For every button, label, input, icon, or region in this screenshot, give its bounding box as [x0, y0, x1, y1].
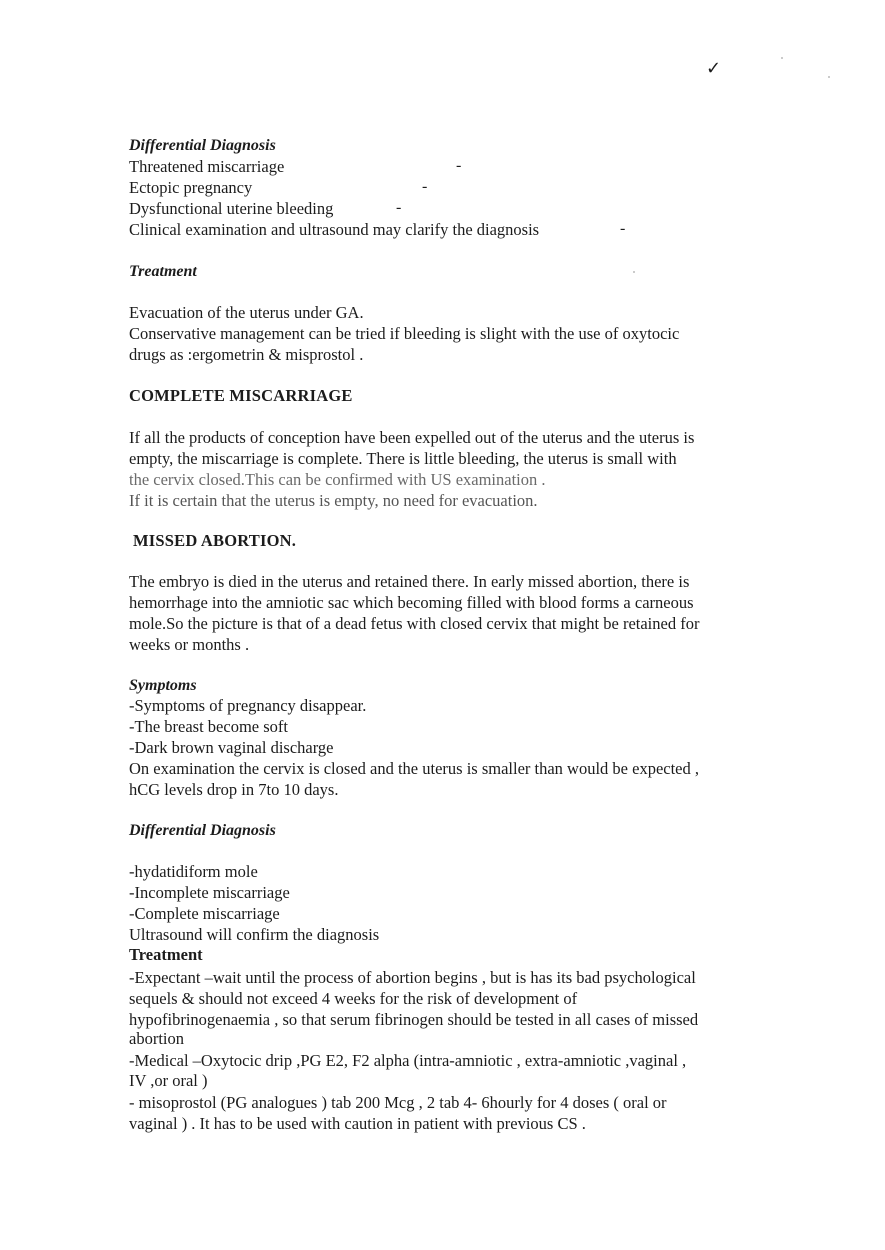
ddx1-item: Ectopic pregnancy — [129, 178, 253, 197]
complete-line: If it is certain that the uterus is empty, no need for evacuation. — [129, 491, 538, 510]
scan-speck — [781, 57, 783, 59]
treatment2-line: abortion — [129, 1029, 184, 1048]
scan-speck — [828, 76, 830, 78]
ddx1-item: Clinical examination and ultrasound may clarify the diagnosis — [129, 220, 540, 239]
treatment2-line: sequels & should not exceed 4 weeks for the risk of development of — [129, 989, 578, 1008]
ddx2-heading: Differential Diagnosis — [129, 822, 276, 839]
symptoms-line: -The breast become soft — [129, 717, 288, 736]
treatment1-line: Conservative management can be tried if bleeding is slight with the use of oxytocic — [129, 324, 680, 343]
treatment1-line: drugs as :ergometrin & misprostol . — [129, 345, 364, 364]
treatment2-line: -Medical –Oxytocic drip ,PG E2, F2 alpha (intra-amniotic , extra-amniotic ,vaginal , — [129, 1051, 687, 1070]
missed-line: weeks or months . — [129, 635, 250, 654]
treatment2-line: -Expectant –wait until the process of abortion begins , but is has its bad psychological — [129, 968, 696, 987]
symptoms-line: hCG levels drop in 7to 10 days. — [129, 780, 339, 799]
symptoms-heading: Symptoms — [129, 677, 197, 694]
complete-line: the cervix closed.This can be confirmed with US examination . — [129, 470, 546, 489]
ddx1-dash: - — [396, 199, 402, 216]
treatment2-heading: Treatment — [129, 945, 203, 964]
missed-line: hemorrhage into the amniotic sac which becoming filled with blood forms a carneous — [129, 593, 694, 612]
scan-speck — [633, 271, 635, 273]
treatment1-line: Evacuation of the uterus under GA. — [129, 303, 364, 322]
complete-line: empty, the miscarriage is complete. There is little bleeding, the uterus is small with — [129, 449, 677, 468]
ddx1-item: Dysfunctional uterine bleeding — [129, 199, 334, 218]
ddx2-line: -hydatidiform mole — [129, 862, 258, 881]
ddx2-line: -Complete miscarriage — [129, 904, 280, 923]
ddx1-heading: Differential Diagnosis — [129, 137, 276, 154]
symptoms-line: -Symptoms of pregnancy disappear. — [129, 696, 367, 715]
missed-line: mole.So the picture is that of a dead fetus with closed cervix that might be retained for — [129, 614, 700, 633]
ddx1-dash: - — [422, 178, 428, 195]
symptoms-line: -Dark brown vaginal discharge — [129, 738, 334, 757]
treatment2-line: vaginal ) . It has to be used with caution in patient with previous CS . — [129, 1114, 586, 1133]
treatment2-line: IV ,or oral ) — [129, 1071, 208, 1090]
treatment2-line: - misoprostol (PG analogues ) tab 200 Mcg , 2 tab 4- 6hourly for 4 doses ( oral or — [129, 1093, 667, 1112]
complete-line: If all the products of conception have been expelled out of the uterus and the uterus is — [129, 428, 695, 447]
ddx2-line: Ultrasound will confirm the diagnosis — [129, 925, 380, 944]
ddx1-dash: - — [456, 157, 462, 174]
ddx1-item: Threatened miscarriage — [129, 157, 285, 176]
ddx2-line: -Incomplete miscarriage — [129, 883, 290, 902]
treatment2-line: hypofibrinogenaemia , so that serum fibrinogen should be tested in all cases of missed — [129, 1010, 699, 1029]
ddx1-dash: - — [620, 220, 626, 237]
complete-heading: COMPLETE MISCARRIAGE — [129, 386, 353, 405]
missed-line: The embryo is died in the uterus and retained there. In early missed abortion, there is — [129, 572, 690, 591]
symptoms-line: On examination the cervix is closed and the uterus is smaller than would be expected , — [129, 759, 699, 778]
missed-heading: MISSED ABORTION. — [133, 531, 297, 550]
checkmark-icon: ✓ — [706, 58, 722, 79]
treatment1-heading: Treatment — [129, 263, 197, 280]
